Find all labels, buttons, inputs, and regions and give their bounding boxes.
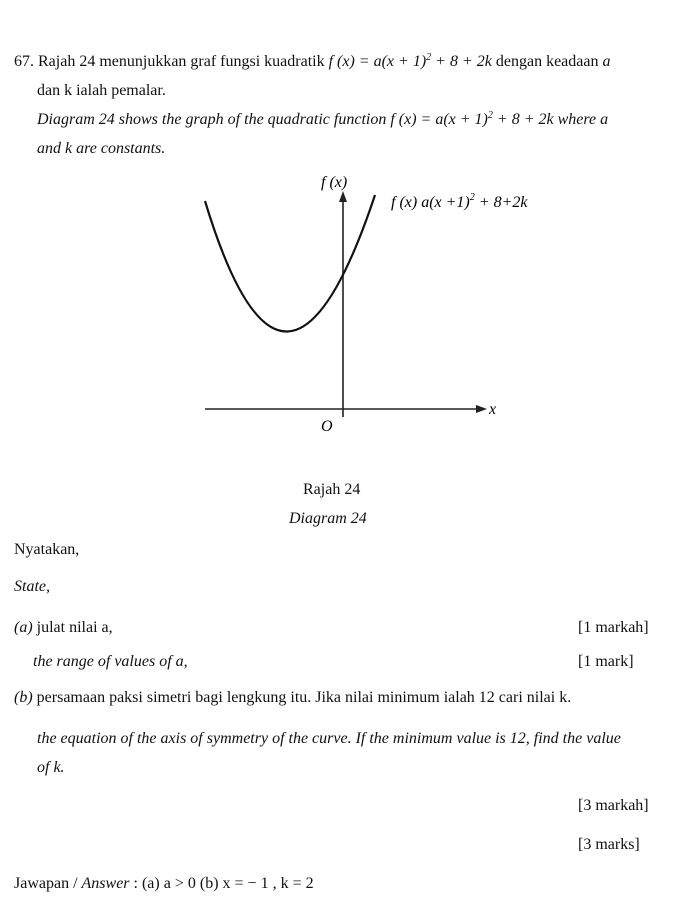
part-b-malay-marks: [3 markah] (578, 797, 649, 814)
question-malay-line1: 67. Rajah 24 menunjukkan graf fungsi kuadratik f $(x) = a(x + 1)^2 + 8 + 2k$ dengan keadaan a (14, 52, 611, 70)
origin-label: O (321, 418, 333, 435)
parabola-curve (205, 195, 375, 332)
x-axis-label: x (489, 401, 497, 418)
answer-line: Jawapan / Answer : (a) a > 0 (b) x = − 1 , k = 2 (14, 875, 314, 892)
part-a-malay: (a) julat nilai a, (14, 619, 113, 636)
question-number: 67. (14, 53, 34, 70)
part-a-english: the range of values of a, (33, 653, 188, 670)
x-axis-arrow (476, 405, 487, 413)
part-b-english-line2: of k. (37, 759, 65, 776)
question-malay-text: Rajah 24 menunjukkan graf fungsi kuadratik (38, 53, 329, 70)
part-a-malay-marks: [1 markah] (578, 619, 649, 636)
caption-malay: Rajah 24 (303, 481, 361, 498)
question-malay-line2: dan k ialah pemalar. (37, 82, 166, 99)
part-b-malay: (b) persamaan paksi simetri bagi lengkung itu. Jika nilai minimum ialah 12 cari nilai k. (14, 689, 572, 706)
question-english-equation: f $(x) = a(x + 1)^2 + 8 + 2k$ (390, 110, 554, 128)
caption-english: Diagram 24 (289, 510, 367, 527)
quadratic-graph (195, 165, 535, 440)
y-axis-label: f (x) (321, 174, 348, 191)
question-english-line2: and k are constants. (37, 140, 166, 157)
instruction-english: State, (14, 578, 50, 595)
part-b-english-line1: the equation of the axis of symmetry of the curve. If the minimum value is 12, find the value (37, 730, 621, 747)
part-b-english-marks: [3 marks] (578, 836, 640, 853)
y-axis-arrow (339, 191, 347, 202)
curve-label: f (x) $a(x +1)^2 + 8+2k$ (391, 192, 528, 211)
question-english-line1: Diagram 24 shows the graph of the quadratic function f $(x) = a(x + 1)^2 + 8 + 2k$ where a (37, 110, 609, 128)
question-malay-equation: f $(x) = a(x + 1)^2 + 8 + 2k$ (328, 52, 492, 70)
instruction-malay: Nyatakan, (14, 541, 80, 558)
part-a-english-marks: [1 mark] (578, 653, 634, 670)
